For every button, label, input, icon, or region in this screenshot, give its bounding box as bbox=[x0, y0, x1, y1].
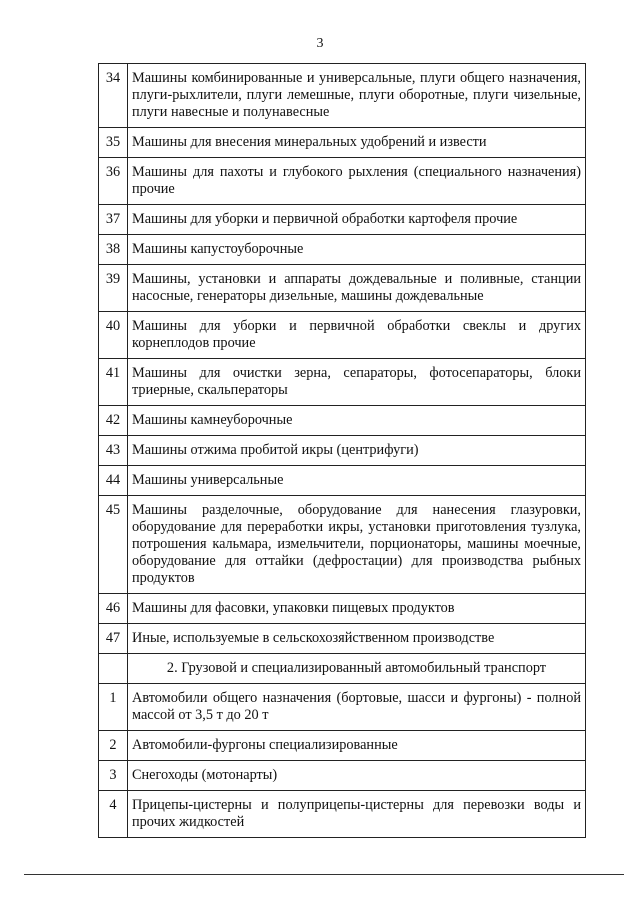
row-description: Машины для уборки и первичной обработки картофеля прочие bbox=[128, 205, 586, 235]
row-number: 40 bbox=[99, 312, 128, 359]
row-number: 42 bbox=[99, 406, 128, 436]
row-description: Машины универсальные bbox=[128, 466, 586, 496]
row-description: Прицепы-цистерны и полуприцепы-цистерны для перевозки воды и прочих жидкостей bbox=[128, 791, 586, 838]
row-number: 46 bbox=[99, 594, 128, 624]
row-description: Машины разделочные, оборудование для нанесения глазуровки, оборудование для переработки икры, установки приготовления тузлука, потрошения кальмара, измельчители, порционаторы, машины моечные, оборудование для оттайки (дефростации) для производства рыбных продуктов bbox=[128, 496, 586, 594]
table-row bbox=[99, 359, 586, 406]
row-description: Иные, используемые в сельскохозяйственном производстве bbox=[128, 624, 586, 654]
row-description: Машины капустоуборочные bbox=[128, 235, 586, 265]
page-number: 3 bbox=[316, 36, 324, 51]
table-row bbox=[99, 265, 586, 312]
section-heading-row bbox=[99, 654, 586, 684]
row-description: Машины для фасовки, упаковки пищевых продуктов bbox=[128, 594, 586, 624]
row-description: Автомобили общего назначения (бортовые, шасси и фургоны) - полной массой от 3,5 т до 20 т bbox=[128, 684, 586, 731]
equipment-table bbox=[98, 63, 586, 838]
row-number: 44 bbox=[99, 466, 128, 496]
row-description: Машины для уборки и первичной обработки свеклы и других корнеплодов прочие bbox=[128, 312, 586, 359]
table-row bbox=[99, 64, 586, 128]
table-row bbox=[99, 791, 586, 838]
table-row bbox=[99, 406, 586, 436]
table-row bbox=[99, 205, 586, 235]
row-number: 3 bbox=[99, 761, 128, 791]
row-number: 37 bbox=[99, 205, 128, 235]
row-description: Машины для пахоты и глубокого рыхления (специального назначения) прочие bbox=[128, 158, 586, 205]
row-description: Машины для внесения минеральных удобрений и извести bbox=[128, 128, 586, 158]
table-row bbox=[99, 624, 586, 654]
row-number: 35 bbox=[99, 128, 128, 158]
table-row bbox=[99, 761, 586, 791]
table-row bbox=[99, 235, 586, 265]
table-row bbox=[99, 731, 586, 761]
row-number: 36 bbox=[99, 158, 128, 205]
section-heading: 2. Грузовой и специализированный автомобильный транспорт bbox=[128, 654, 586, 684]
table-row bbox=[99, 128, 586, 158]
row-description: Автомобили-фургоны специализированные bbox=[128, 731, 586, 761]
table-row bbox=[99, 436, 586, 466]
footer-rule bbox=[24, 874, 624, 875]
row-description: Машины, установки и аппараты дождевальные и поливные, станции насосные, генераторы дизельные, машины дождевальные bbox=[128, 265, 586, 312]
row-description: Машины камнеуборочные bbox=[128, 406, 586, 436]
row-number: 1 bbox=[99, 684, 128, 731]
row-number: 41 bbox=[99, 359, 128, 406]
table-row bbox=[99, 496, 586, 594]
row-description: Машины комбинированные и универсальные, плуги общего назначения, плуги-рыхлители, плуги лемешные, плуги оборотные, плуги чизельные, плуги навесные и полунавесные bbox=[128, 64, 586, 128]
row-number: 39 bbox=[99, 265, 128, 312]
row-number: 43 bbox=[99, 436, 128, 466]
row-number: 2 bbox=[99, 731, 128, 761]
table-row bbox=[99, 594, 586, 624]
row-number: 38 bbox=[99, 235, 128, 265]
row-description: Машины для очистки зерна, сепараторы, фотосепараторы, блоки триерные, скальператоры bbox=[128, 359, 586, 406]
empty-cell bbox=[99, 654, 128, 684]
row-number: 34 bbox=[99, 64, 128, 128]
table-row bbox=[99, 684, 586, 731]
row-number: 45 bbox=[99, 496, 128, 594]
table-row bbox=[99, 158, 586, 205]
row-description: Машины отжима пробитой икры (центрифуги) bbox=[128, 436, 586, 466]
row-number: 4 bbox=[99, 791, 128, 838]
row-description: Снегоходы (мотонарты) bbox=[128, 761, 586, 791]
table-row bbox=[99, 466, 586, 496]
row-number: 47 bbox=[99, 624, 128, 654]
table-row bbox=[99, 312, 586, 359]
